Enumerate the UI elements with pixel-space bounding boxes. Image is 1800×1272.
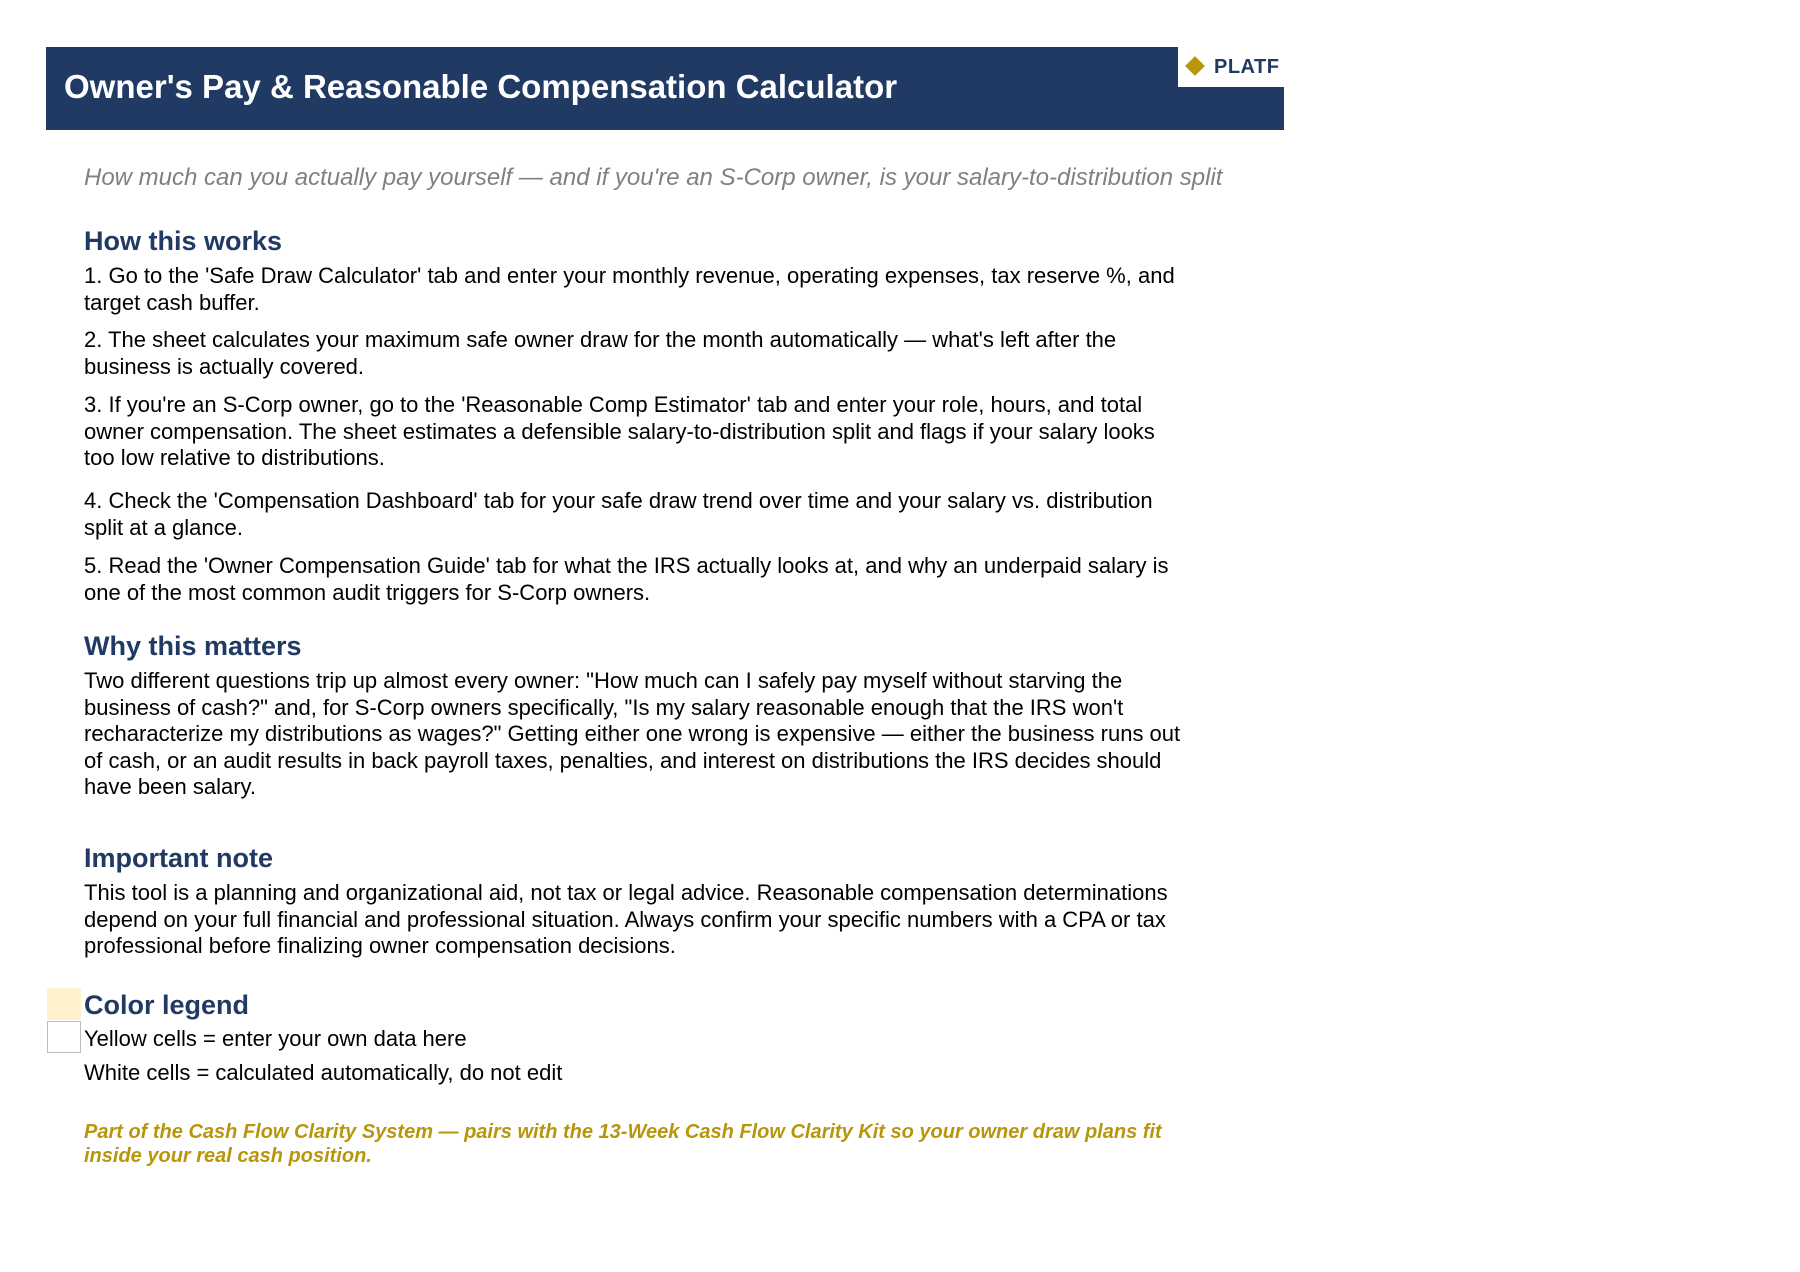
white-legend-swatch — [47, 1021, 81, 1053]
legend-yellow-label: Yellow cells = enter your own data here — [84, 1026, 467, 1051]
step-4: 4. Check the 'Compensation Dashboard' tab for your safe draw trend over time and your salary vs. distribution split at a glance. — [84, 488, 1153, 540]
page-title: Owner's Pay & Reasonable Compensation Calculator — [64, 68, 898, 105]
step-5: 5. Read the 'Owner Compensation Guide' tab for what the IRS actually looks at, and why an underpaid salary is one of the most common audit triggers for S-Corp owners. — [84, 553, 1169, 605]
footer-note: Part of the Cash Flow Clarity System — pairs with the 13-Week Cash Flow Clarity Kit so your owner draw plans fit inside your real cash position. — [84, 1121, 1162, 1167]
important-note-body: This tool is a planning and organizational aid, not tax or legal advice. Reasonable compensation determinations depend on your full financial and professional situation. Always confirm your specific numbers with a CPA or tax professional before finalizing owner compensation decisions. — [84, 880, 1168, 958]
subtitle: How much can you actually pay yourself — and if you're an S-Corp owner, is your salary-to-distribution split — [84, 164, 1223, 191]
brand-logo — [1178, 47, 1284, 87]
why-matters-body: Two different questions trip up almost every owner: "How much can I safely pay myself without starving the business of cash?" and, for S-Corp owners specifically, "Is my salary reasonable enough that the IRS won't recharacterize my distributions as wages?" Getting either one wrong is expensive — either the business runs out of cash, or an audit results in back payroll taxes, penalties, and interest on distributions the IRS decides should have been salary. — [84, 668, 1181, 799]
step-3: 3. If you're an S-Corp owner, go to the 'Reasonable Comp Estimator' tab and enter your role, hours, and total owner compensation. The sheet estimates a defensible salary-to-distribution split and flags if your salary looks too low relative to distributions. — [84, 392, 1155, 470]
yellow-legend-swatch — [47, 988, 81, 1020]
step-1: 1. Go to the 'Safe Draw Calculator' tab and enter your monthly revenue, operating expenses, tax reserve %, and target cash buffer. — [84, 263, 1175, 315]
step-2: 2. The sheet calculates your maximum safe owner draw for the month automatically — what's left after the business is actually covered. — [84, 327, 1117, 379]
subtitle-cell[interactable] — [84, 160, 1284, 196]
section-heading-color-legend: Color legend — [84, 990, 250, 1020]
section-heading-how-it-works: How this works — [84, 226, 283, 256]
section-heading-important-note: Important note — [84, 843, 273, 873]
legend-white-label: White cells = calculated automatically, do not edit — [84, 1060, 563, 1085]
section-heading-why-matters: Why this matters — [84, 631, 302, 661]
logo-text: PLATF — [1214, 56, 1280, 78]
diamond-icon — [1185, 56, 1205, 76]
